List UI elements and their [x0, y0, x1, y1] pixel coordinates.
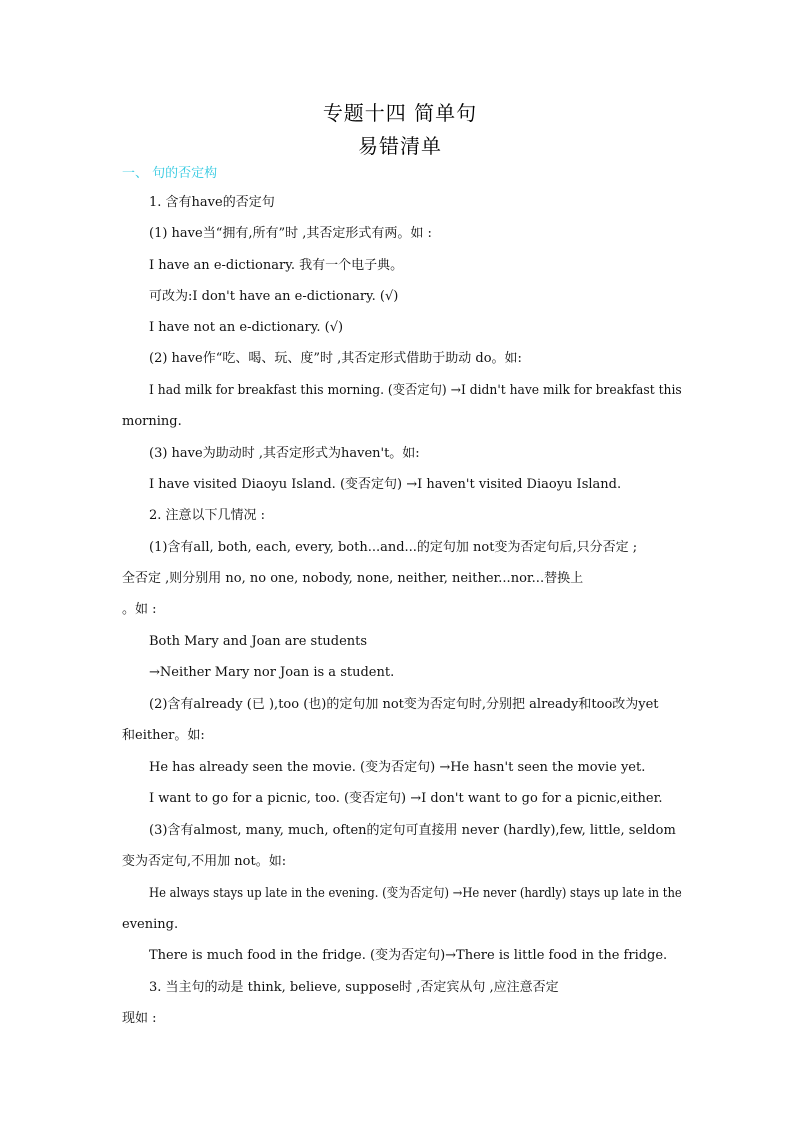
text-line-9: (3) have为助动时 ,其否定形式为haven't。如: — [149, 446, 420, 461]
text-line-15: Both Mary and Joan are students — [149, 634, 368, 649]
text-line-11: 2. 注意以下几情况 : — [149, 508, 266, 523]
text-line-14: 。如 : — [122, 602, 157, 617]
text-line-26: 3. 当主句的动是 think, believe, suppose时 ,否定宾从句 ,应注意否定 — [149, 980, 559, 995]
text-line-24: evening. — [122, 917, 179, 932]
text-line-1: 1. 含有have的否定句 — [149, 195, 275, 210]
document-title: 专题十四 简单句 — [322, 101, 478, 125]
text-line-17: (2)含有already (已 ),too (也)的定句加 not变为否定句时,分别把 already和too改为yet — [149, 697, 659, 712]
text-line-13: 全否定 ,则分别用 no, no one, nobody, none, neither, neither...nor...替换上 — [122, 571, 584, 586]
text-line-19: He has already seen the movie. (变为否定句) →He hasn't seen the movie yet. — [149, 760, 646, 775]
document-subtitle: 易错清单 — [358, 134, 442, 158]
text-line-12: (1)含有all, both, each, every, both...and...的定句加 not变为否定句后,只分否定 ; — [149, 540, 638, 555]
text-line-23: He always stays up late in the evening. (变为否定句) →He never (hardly) stays up late in the — [149, 886, 682, 901]
text-line-4: 可改为:I don't have an e-dictionary. (√) — [149, 289, 399, 304]
text-line-20: I want to go for a picnic, too. (变否定句) →I don't want to go for a picnic,either. — [149, 791, 663, 806]
text-line-7: I had milk for breakfast this morning. (变否定句) →I didn't have milk for breakfast this — [149, 383, 682, 398]
text-line-6: (2) have作“吃、喝、玩、度”时 ,其否定形式借助于助动 do。如: — [149, 351, 522, 366]
section-heading-negation: 一、 句的否定构 — [122, 166, 218, 181]
text-line-18: 和either。如: — [122, 728, 205, 743]
text-line-3: I have an e-dictionary. 我有一个电子典。 — [149, 258, 404, 273]
text-line-22: 变为否定句,不用加 not。如: — [122, 854, 287, 869]
text-line-8: morning. — [122, 414, 182, 429]
text-line-2: (1) have当“拥有,所有”时 ,其否定形式有两。如 : — [149, 226, 432, 241]
text-line-27: 现如 : — [122, 1011, 157, 1026]
text-line-25: There is much food in the fridge. (变为否定句)→There is little food in the fridge. — [149, 948, 668, 963]
text-line-16: →Neither Mary nor Joan is a student. — [149, 665, 395, 680]
text-line-5: I have not an e-dictionary. (√) — [149, 320, 344, 335]
text-line-21: (3)含有almost, many, much, often的定句可直接用 never (hardly),few, little, seldom — [149, 823, 676, 838]
text-line-10: I have visited Diaoyu Island. (变否定句) →I haven't visited Diaoyu Island. — [149, 477, 622, 492]
